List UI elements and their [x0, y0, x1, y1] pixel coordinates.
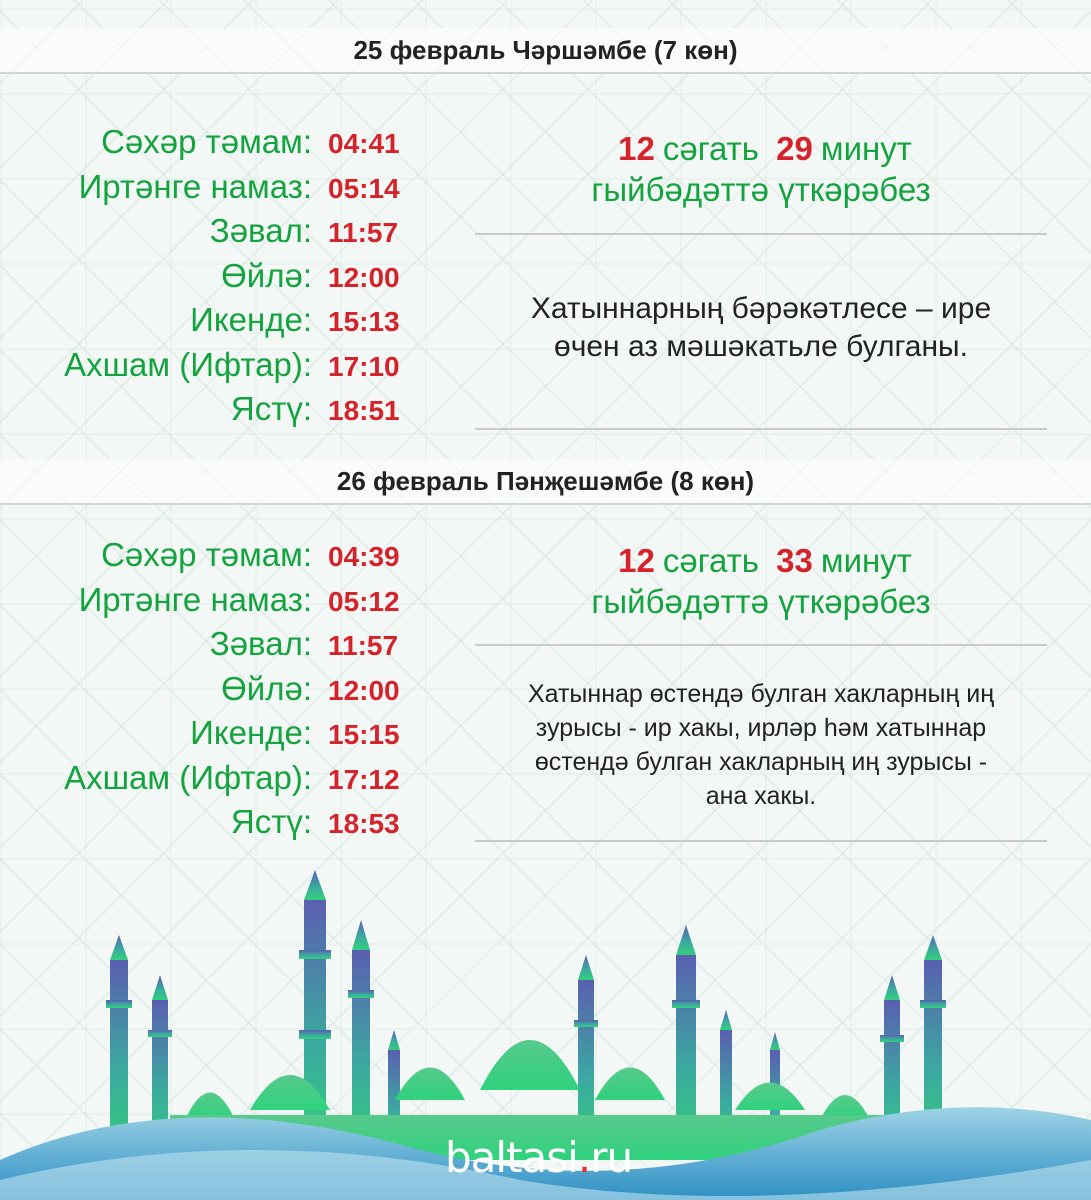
time-label: Ахшам (Ифтар):	[64, 345, 312, 383]
time-row	[0, 803, 440, 848]
time-label: Өйлә:	[221, 256, 312, 294]
quote-line: өстендә булган хакларның иң зурысы -	[534, 748, 988, 776]
time-label: Иртәнге намаз:	[78, 167, 312, 205]
quote-line: зурысы - ир хакы, ирләр һәм хатыннар	[535, 714, 987, 742]
time-label: Сәхәр тәмам:	[101, 536, 312, 573]
time-value: 15:13	[328, 306, 400, 337]
time-row	[0, 390, 440, 435]
time-value: 12:00	[328, 261, 400, 293]
brand-logo	[445, 1133, 632, 1182]
time-label: Зәвал:	[209, 625, 312, 662]
time-value: 18:53	[328, 808, 400, 839]
time-value: 17:10	[328, 350, 400, 382]
time-value: 12:00	[328, 674, 400, 706]
time-label: Зәвал:	[209, 212, 312, 249]
day-2-fasting-hours	[475, 540, 1047, 622]
time-label: Икенде:	[190, 301, 312, 338]
day-1-quote	[475, 290, 1047, 366]
time-label: Ахшам (Ифтар):	[64, 758, 312, 796]
day-2-quote	[475, 677, 1047, 813]
time-row	[0, 714, 440, 759]
minutes-word: минут	[820, 542, 912, 579]
time-label: Ястү:	[230, 803, 312, 840]
time-row	[0, 212, 440, 257]
fasting-hours-line-2: гыйбәдәттә үткәрәбез	[591, 583, 931, 620]
fasting-hours-line-1	[475, 540, 1047, 581]
time-value: 04:39	[328, 541, 400, 572]
minutes-number: 29	[776, 130, 813, 167]
time-row	[0, 301, 440, 346]
hours-number: 12	[618, 130, 655, 167]
time-label: Өйлә:	[221, 669, 312, 707]
time-row	[0, 123, 440, 168]
time-row	[0, 257, 440, 302]
divider	[475, 233, 1047, 235]
fasting-hours-line-1	[475, 128, 1047, 169]
time-label: Сәхәр тәмам:	[101, 123, 312, 160]
day-2-prayer-times	[0, 536, 440, 848]
day-1-fasting-hours	[475, 128, 1047, 210]
time-label: Ястү:	[230, 390, 312, 427]
divider	[475, 428, 1047, 430]
time-value: 04:41	[328, 128, 400, 159]
time-row	[0, 581, 440, 626]
quote-line: Хатыннарның бәрәкәтлесе – ире	[530, 292, 992, 325]
time-row	[0, 536, 440, 581]
brand-name: baltasi	[445, 1133, 578, 1182]
time-row	[0, 670, 440, 715]
divider	[475, 840, 1047, 842]
day-1-header-text: 25 февраль Чәршәмбе (7 көн)	[353, 34, 738, 65]
time-value: 17:12	[328, 763, 400, 795]
day-2-header	[0, 459, 1091, 505]
hours-number: 12	[618, 542, 655, 579]
time-value: 11:57	[328, 217, 399, 248]
day-1-header	[0, 28, 1091, 74]
time-value: 05:12	[328, 585, 400, 617]
time-row	[0, 168, 440, 213]
quote-line: өчен аз мәшәкатьле булганы.	[554, 330, 968, 363]
quote-line: Хатыннар өстендә булган хакларның иң	[527, 680, 995, 708]
quote-line: ана хакы.	[705, 782, 817, 810]
time-label: Иртәнге намаз:	[78, 580, 312, 618]
time-value: 15:15	[328, 719, 400, 750]
time-value: 11:57	[328, 630, 399, 661]
minutes-number: 33	[776, 542, 813, 579]
time-value: 18:51	[328, 395, 400, 426]
time-row	[0, 759, 440, 804]
fasting-hours-line-2: гыйбәдәттә үткәрәбез	[591, 171, 931, 208]
time-value: 05:14	[328, 172, 400, 204]
time-row	[0, 346, 440, 391]
minutes-word: минут	[820, 130, 912, 167]
hours-word: сәгать	[662, 130, 759, 167]
time-label: Икенде:	[190, 714, 312, 751]
time-row	[0, 625, 440, 670]
hours-word: сәгать	[662, 542, 759, 579]
divider	[475, 644, 1047, 646]
day-1-prayer-times	[0, 123, 440, 435]
brand-dot: .	[577, 1133, 591, 1182]
brand-tld: ru	[590, 1133, 633, 1182]
day-2-header-text: 26 февраль Пәнҗешәмбе (8 көн)	[336, 465, 755, 496]
